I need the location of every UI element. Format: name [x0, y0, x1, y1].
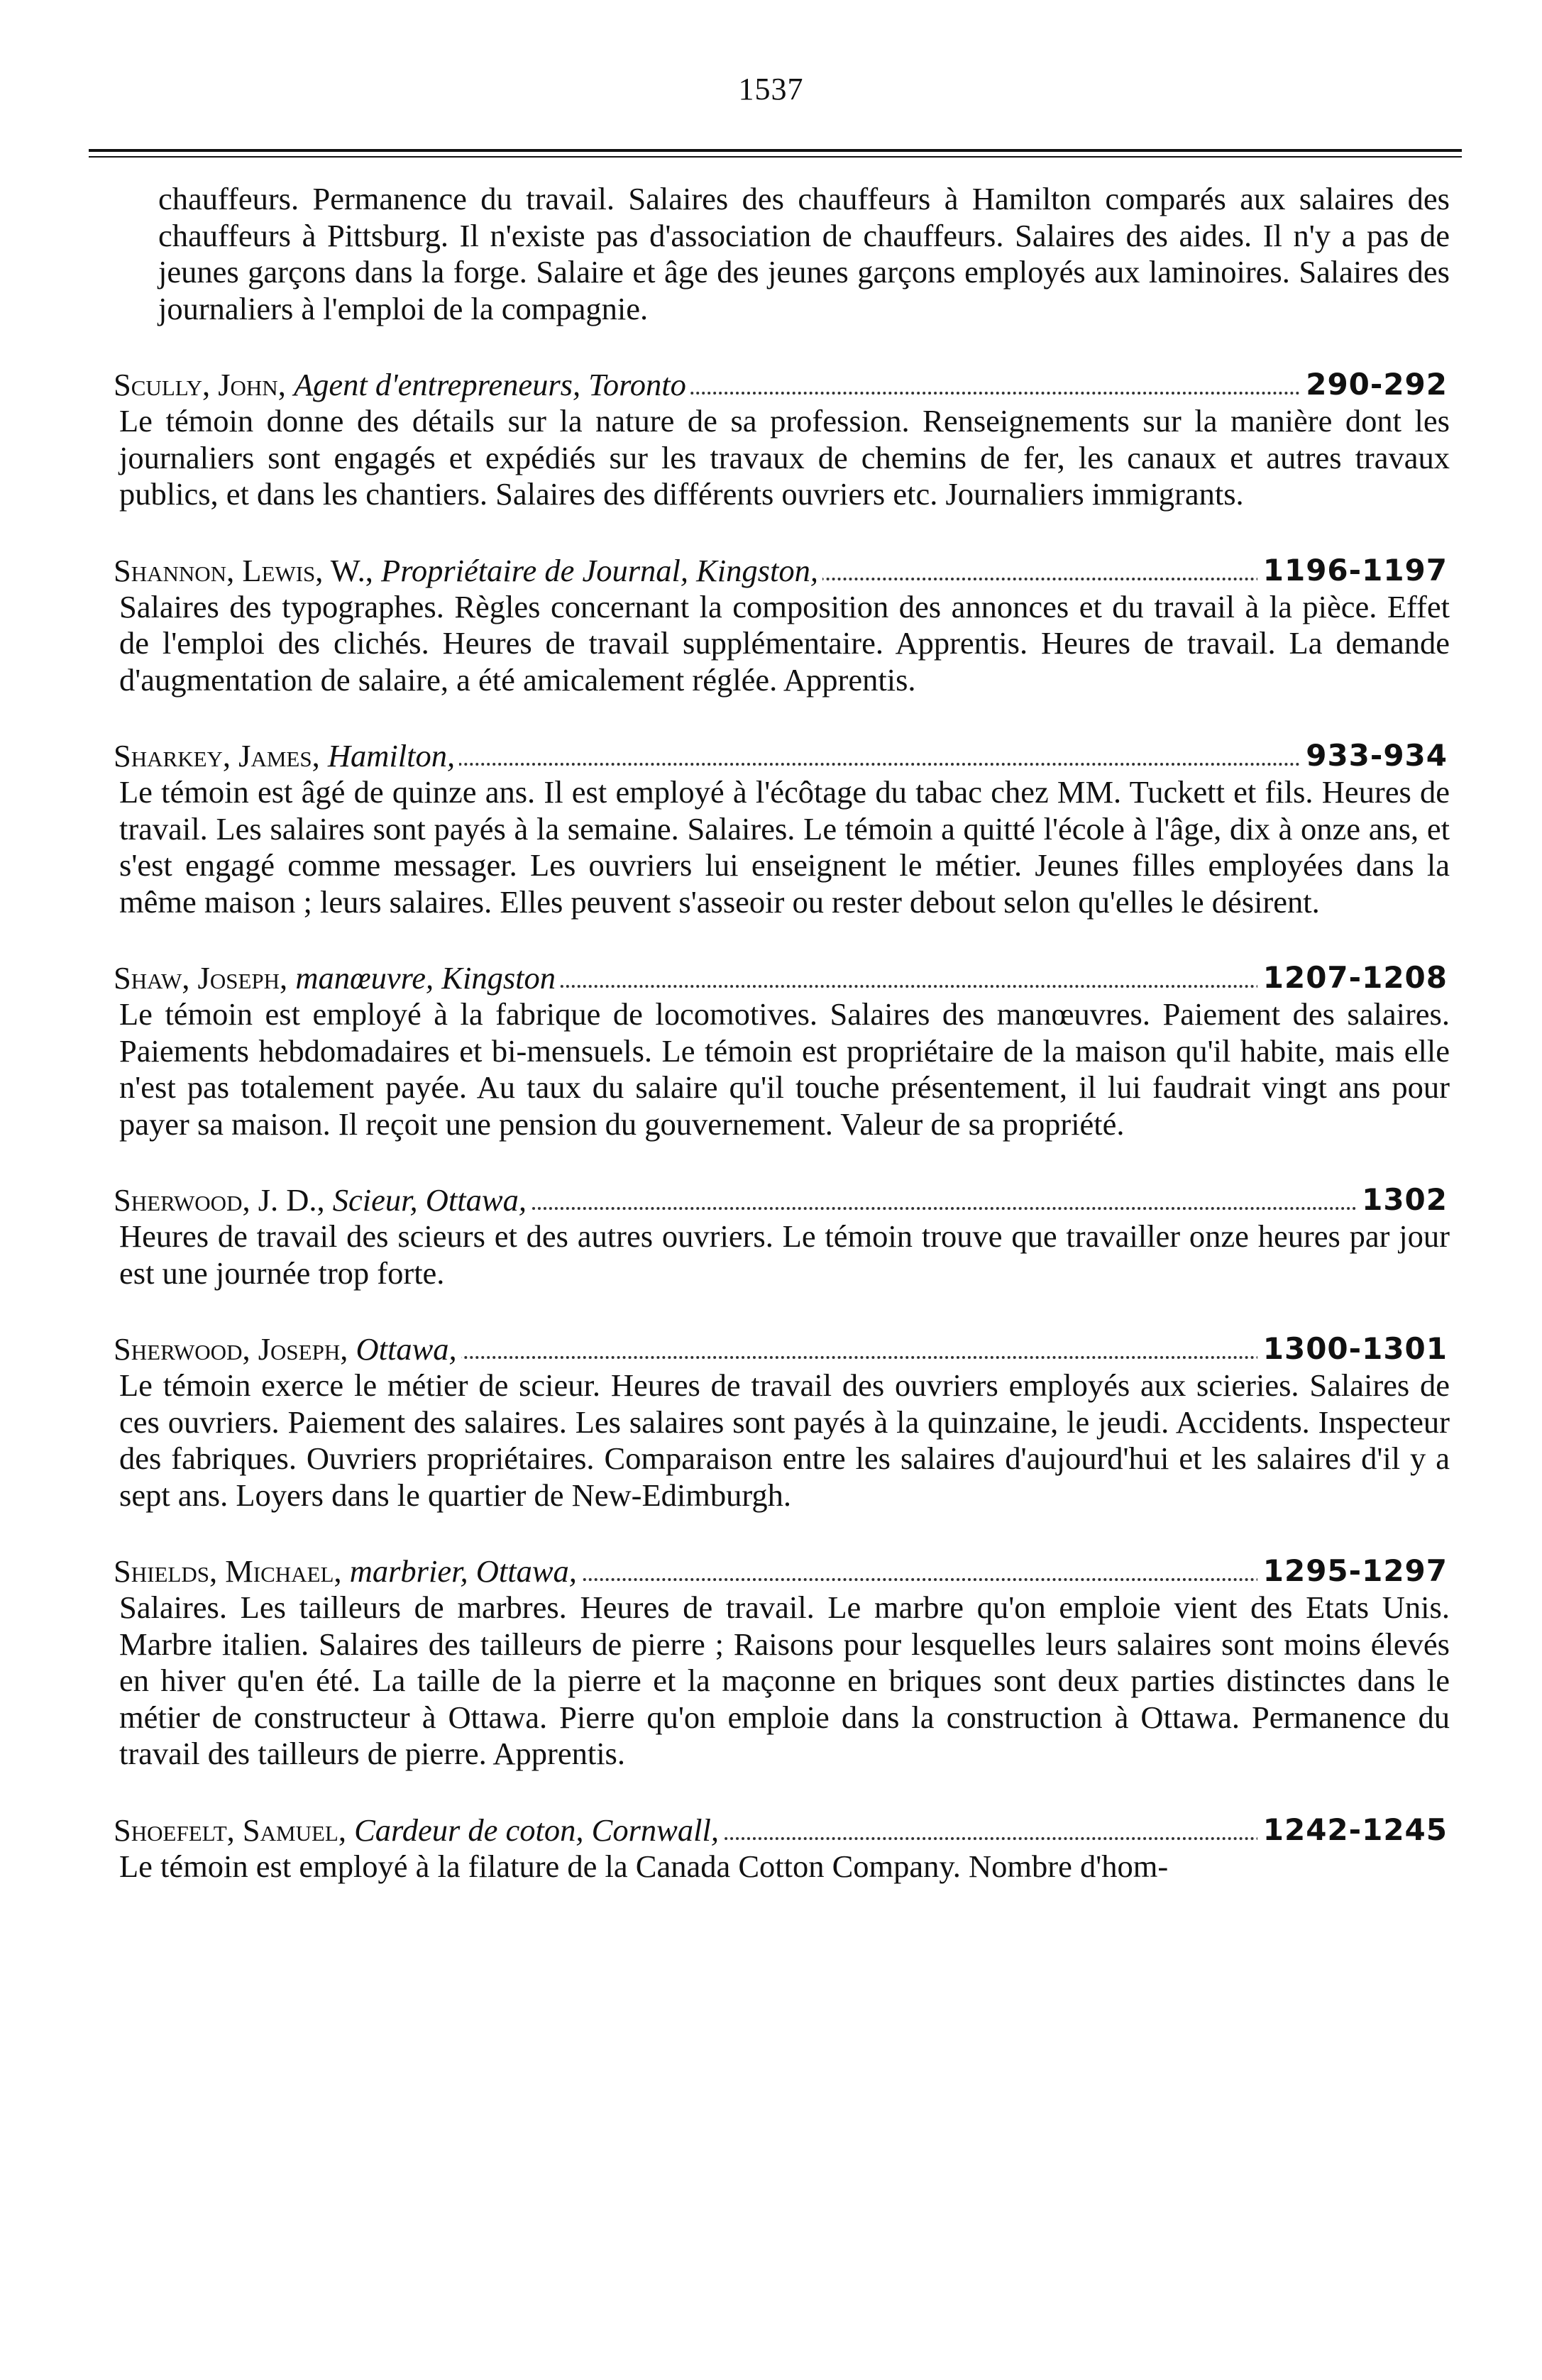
entry-text: Le témoin est employé à la fabrique de locomotives. Salaires des manœuvres. Paiement des salaires. Paiements hebdomadaires et bi-mensuels. Le témoin est propriétaire de la maison qu'il habite, mais elle n'est pas totalement payée. Au taux du salaire qu'il touche présentement, il lui faudrait vingt ans pour payer sa maison. Il reçoit une pension du gouvernement. Valeur de sa propriété. — [119, 996, 1450, 1142]
entry-name: Shoefelt, Samuel, — [114, 1812, 346, 1848]
page-content — [0, 181, 1542, 1885]
entry-heading — [114, 1812, 1448, 1849]
entry-pages: 933-934 — [1300, 737, 1448, 774]
index-entry — [0, 1181, 1542, 1291]
index-entry — [0, 552, 1542, 699]
index-entry — [0, 959, 1542, 1142]
index-entry — [0, 366, 1542, 513]
entry-description: Hamilton, — [327, 738, 456, 773]
entry-description: manœuvre, Kingston — [295, 960, 556, 996]
entry-heading — [114, 1331, 1448, 1367]
entry-heading — [114, 552, 1448, 589]
page-number: 1537 — [738, 72, 804, 106]
entry-description: marbrier, Ottawa, — [349, 1553, 577, 1589]
intro-paragraph: chauffeurs. Permanence du travail. Salaires des chauffeurs à Hamilton comparés aux salaires des chauffeurs à Pittsburg. Il n'existe pas d'association de chauffeurs. Salaires des aides. Il n'y a pas de jeunes garçons dans la forge. Salaire et âge des jeunes garçons employés aux laminoires. Salaires des journaliers à l'emploi de la compagnie. — [158, 181, 1450, 326]
entry-heading — [114, 1553, 1448, 1590]
index-entry — [0, 737, 1542, 920]
index-entry — [0, 1331, 1542, 1514]
entry-name: Sherwood, Joseph, — [114, 1331, 348, 1367]
header-rule-thin — [89, 156, 1462, 158]
entry-name: Shannon, Lewis, W., — [114, 552, 373, 588]
entry-heading — [114, 366, 1448, 403]
entry-name: Sherwood, J. D., — [114, 1182, 325, 1218]
entry-heading — [114, 737, 1448, 774]
entry-pages: 290-292 — [1300, 366, 1448, 403]
entry-pages: 1242-1245 — [1257, 1812, 1448, 1849]
entry-name: Sharkey, James, — [114, 738, 320, 773]
entry-description: Propriétaire de Journal, Kingston, — [381, 552, 818, 588]
entry-description: Agent d'entrepreneurs, Toronto — [293, 367, 686, 402]
entry-text: Le témoin donne des détails sur la nature de sa profession. Renseignements sur la manière dont les journaliers sont engagés et expédiés sur les travaux de chemins de fer, les canaux et autres travaux publics, et dans les chantiers. Salaires des différents ouvriers etc. Journaliers immigrants. — [119, 403, 1450, 512]
entry-text: Salaires des typographes. Règles concernant la composition des annonces et du travail à la pièce. Effet de l'emploi des clichés. Heures de travail supplémentaire. Apprentis. Heures de travail. La demande d'augmentation de salaire, a été amicalement réglée. Apprentis. — [119, 588, 1450, 698]
entry-name: Shields, Michael, — [114, 1553, 342, 1589]
entry-pages: 1295-1297 — [1257, 1553, 1448, 1590]
entry-text: Le témoin exerce le métier de scieur. Heures de travail des ouvriers employés aux scieries. Salaires de ces ouvriers. Paiement des salaires. Les salaires sont payés à la quinzaine, le jeudi. Accidents. Inspecteur des fabriques. Ouvriers propriétaires. Comparaison entre les salaires d'aujourd'hui et les salaires d'il y a sept ans. Loyers dans le quartier de New-Edimburgh. — [119, 1367, 1450, 1513]
entry-name: Scully, John, — [114, 367, 286, 402]
entry-pages: 1207-1208 — [1257, 959, 1448, 996]
index-entry — [0, 1553, 1542, 1773]
header-rule — [89, 149, 1462, 152]
entry-text: Heures de travail des scieurs et des autres ouvriers. Le témoin trouve que travailler onze heures par jour est une journée trop forte. — [119, 1218, 1450, 1291]
entry-name: Shaw, Joseph, — [114, 960, 288, 996]
entry-text: Le témoin est âgé de quinze ans. Il est employé à l'écôtage du tabac chez MM. Tuckett et fils. Heures de travail. Les salaires sont payés à la semaine. Salaires. Le témoin a quitté l'école à l'âge, dix à onze ans, et s'est engagé comme messager. Les ouvriers lui enseignent le métier. Jeunes filles employées dans la même maison ; leurs salaires. Elles peuvent s'asseoir ou rester debout selon qu'elles le désirent. — [119, 774, 1450, 920]
entry-text: Salaires. Les tailleurs de marbres. Heures de travail. Le marbre qu'on emploie vient des Etats Unis. Marbre italien. Salaires des tailleurs de pierre ; Raisons pour lesquelles leurs salaires sont moins élevés en hiver qu'en été. La taille de la pierre et la maçonne en briques sont deux parties distinctes dans le métier de constructeur à Ottawa. Pierre qu'on emploie dans la construction à Ottawa. Permanence du travail des tailleurs de pierre. Apprentis. — [119, 1590, 1450, 1771]
entry-pages: 1300-1301 — [1257, 1331, 1448, 1367]
entry-heading — [114, 1181, 1448, 1218]
entry-description: Ottawa, — [356, 1331, 457, 1367]
index-entry — [0, 1812, 1542, 1885]
entry-pages: 1196-1197 — [1257, 552, 1448, 589]
entry-pages: 1302 — [1356, 1181, 1448, 1218]
entry-description: Cardeur de coton, Cornwall, — [354, 1812, 719, 1848]
entry-text: Le témoin est employé à la filature de la Canada Cotton Company. Nombre d'hom- — [119, 1848, 1169, 1884]
entry-description: Scieur, Ottawa, — [332, 1182, 527, 1218]
entry-heading — [114, 959, 1448, 996]
